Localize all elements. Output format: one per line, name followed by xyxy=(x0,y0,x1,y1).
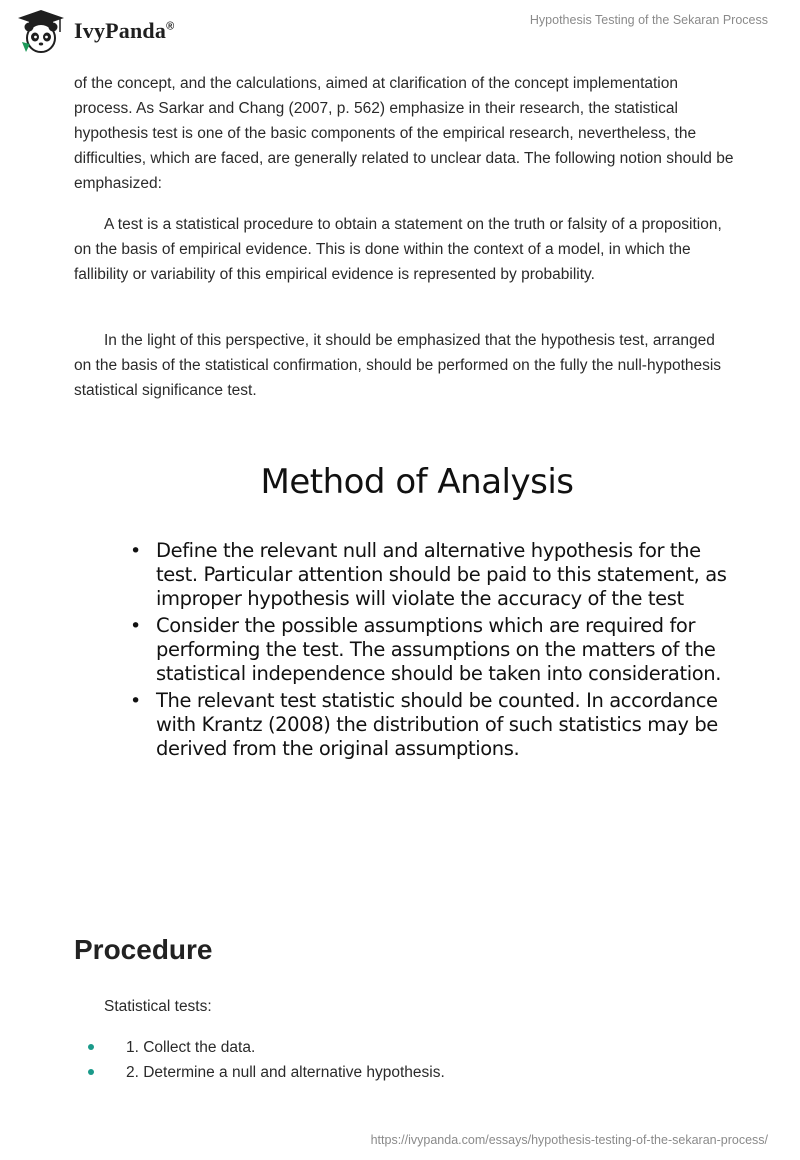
document-title: Hypothesis Testing of the Sekaran Process xyxy=(529,13,768,27)
method-of-analysis-slide xyxy=(74,448,734,848)
bullet-icon: • xyxy=(130,615,141,637)
procedure-intro: Statistical tests: xyxy=(104,998,212,1015)
paragraph-3: In the light of this perspective, it should be emphasized that the hypothesis test, arranged on the basis of the statistical confirmation, should be performed on the fully the null-hypothesis statistical significance test. xyxy=(74,332,722,399)
list-item: 1. Collect the data. xyxy=(88,1035,445,1060)
paragraph-1: of the concept, and the calculations, aimed at clarification of the concept implementation process. As Sarkar and Chang (2007, p. 562) emphasize in their research, the statistical hypothesis test is one of the basic components of the empirical research, nevertheless, the difficulties, which are faced, are generally related to unclear data. The following notion should be emphasized: xyxy=(74,75,734,192)
slide-title: Method of Analysis xyxy=(260,462,574,502)
procedure-heading: Procedure xyxy=(74,934,213,965)
brand-logo[interactable] xyxy=(14,8,174,54)
bullet-icon: • xyxy=(130,690,141,712)
bullet-icon: • xyxy=(130,540,141,562)
page-header xyxy=(0,0,800,64)
list-item: 2. Determine a null and alternative hypothesis. xyxy=(88,1060,445,1085)
slide-bullet-item: • The relevant test statistic should be counted. In accordance with Krantz (2008) the distribution of such statistics may be derived from the original assumptions. xyxy=(130,689,718,760)
brand-name: IvyPanda® xyxy=(74,18,175,43)
slide-bullet-item: • Consider the possible assumptions which are required for performing the test. The assumptions on the matters of the statistical independence should be taken into consideration. xyxy=(130,614,722,685)
slide-bullet-item: • Define the relevant null and alternative hypothesis for the test. Particular attention should be paid to this statement, as improper hypothesis will violate the accuracy of the test xyxy=(130,539,727,610)
slide-bullet-list xyxy=(130,539,730,764)
bullet-dot-icon xyxy=(88,1069,94,1075)
panda-graduate-icon xyxy=(14,8,68,54)
bullet-dot-icon xyxy=(88,1044,94,1050)
procedure-list xyxy=(88,1035,445,1085)
paragraph-2-quote: A test is a statistical procedure to obtain a statement on the truth or falsity of a proposition, on the basis of empirical evidence. This is done within the context of a model, in which the fallibility or variability of this empirical evidence is represented by probability. xyxy=(74,216,722,283)
footer-source-link[interactable]: https://ivypanda.com/essays/hypothesis-testing-of-the-sekaran-process/ xyxy=(370,1133,768,1147)
